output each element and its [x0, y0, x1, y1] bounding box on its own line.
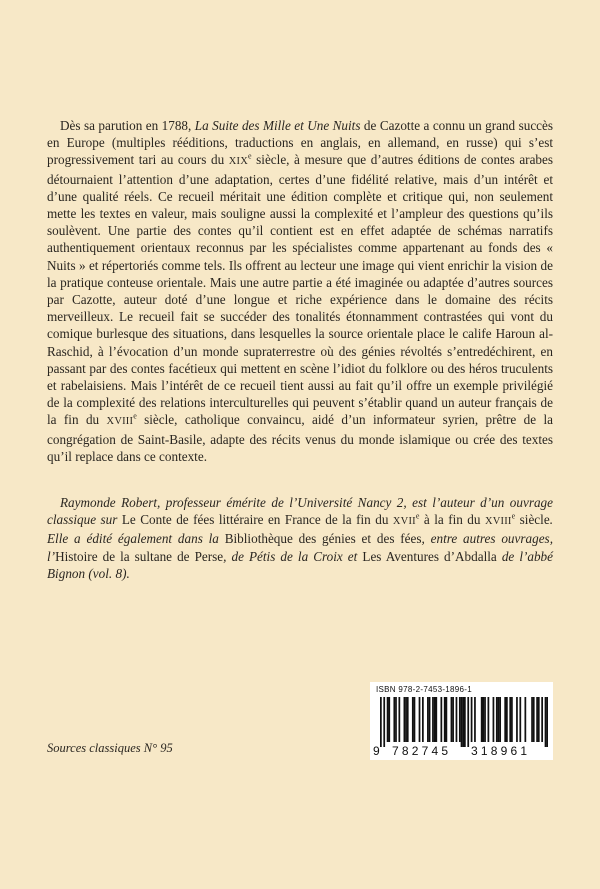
barcode-bar: [467, 697, 469, 747]
author-bio: [47, 494, 553, 582]
barcode-bar: [464, 697, 466, 747]
barcode-bar: [545, 697, 547, 747]
book-title: Les Aventures d’Abdalla: [362, 548, 497, 564]
century-superscript: e: [415, 511, 420, 521]
barcode-bar: [499, 697, 501, 742]
barcode-bar: [482, 697, 484, 742]
summary-fragment: Dès sa parution en 1788,: [60, 118, 195, 133]
barcode-bar: [429, 697, 431, 742]
book-title: à la fin du: [419, 512, 485, 528]
barcode-bar: [488, 697, 490, 742]
barcode-bar: [422, 697, 424, 742]
barcode-bar: [524, 697, 526, 742]
barcode-bar: [481, 697, 483, 742]
barcode-digits-left: 782745: [392, 744, 452, 758]
barcode-bar: [434, 697, 436, 742]
barcode-digits-right: 318961: [471, 744, 531, 758]
barcode-bar: [432, 697, 434, 742]
barcode-bar: [536, 697, 538, 742]
century-numeral: XVII: [392, 516, 416, 528]
barcode-bar: [461, 697, 463, 747]
barcode-bar: [452, 697, 454, 742]
isbn-label: ISBN 978-2-7453-1896-1: [376, 685, 472, 694]
barcode-bar: [459, 697, 461, 742]
barcode-digit-first: 9: [373, 744, 380, 758]
barcode-bar: [496, 697, 498, 742]
bio-fragment: . Elle a édité également dans la: [47, 512, 553, 547]
barcode-bar: [387, 697, 389, 742]
barcode-bar: [414, 697, 416, 742]
barcode-bar: [419, 697, 421, 742]
barcode-bar: [395, 697, 397, 742]
barcode-image: [380, 697, 548, 747]
barcode-bar: [471, 697, 473, 742]
bio-paragraph: [47, 494, 553, 582]
barcode-bar: [393, 697, 395, 742]
barcode-bar: [404, 697, 406, 742]
barcode-bar: [474, 697, 476, 742]
century-numeral: XVIII: [484, 516, 512, 528]
barcode-bar: [504, 697, 506, 742]
bio-fragment: Raymonde Robert, professeur émérite de l’Université Nancy 2, est l’auteur d’un ouvrage classique sur: [47, 495, 553, 528]
barcode-bar: [435, 697, 437, 742]
series-label: Sources classiques N° 95: [47, 741, 173, 755]
barcode-bar: [444, 697, 446, 742]
barcode-bar: [516, 697, 518, 742]
barcode-bar: [533, 697, 535, 742]
century-numeral: XIX: [228, 156, 249, 168]
summary-fragment: siècle, catholique convaincu, aidé d’un informateur syrien, prêtre de la congrégation de Saint-Basile, adapte des récits venus du monde islamique ou crée des textes qu’il replace dans ce contexte.: [47, 412, 553, 464]
barcode-bar: [498, 697, 500, 742]
barcode-bar: [440, 697, 442, 742]
barcode-bar: [407, 697, 409, 742]
book-title: siècle: [515, 512, 550, 528]
barcode-bar: [506, 697, 508, 742]
barcode-bar: [511, 697, 513, 742]
barcode-bar: [462, 697, 464, 747]
bio-fragment: de l’abbé Bignon (vol. 8).: [47, 548, 554, 581]
barcode-bar: [427, 697, 429, 742]
century-numeral: XVIII: [106, 416, 134, 428]
barcode-bar: [546, 697, 548, 747]
barcode-bar: [531, 697, 533, 742]
barcode-bar: [412, 697, 414, 742]
barcode-bar: [456, 697, 458, 742]
century-superscript: e: [511, 511, 516, 521]
summary-fragment: siècle, à mesure que d’autres éditions de contes arabes détournaient l’attention d’une adaptation, certes d’une fidélité relative, mais d’un intérêt et d’une qualité réels. Ce recueil méritait une édition complète et critique qui, non seulement mette les textes en valeur, mais souligne aussi la complexité et l’ampleur des questions qu’ils soulèvent. Une partie des contes qu’il contient est en effet adaptée de schémas narratifs authentiquement orientaux reconnus par les spécialistes comme appartenant au fonds des « Nuits » et répertoriés comme tels. Ils offrent au lecteur une image qui vient enrichir la vision de la pratique conteuse orientale. Mais une autre partie a été imaginée ou adaptée d’autres sources par Cazotte, auteur doté d’une longue et riche expérience dans le domaine des récits merveilleux. Le recueil fait se succéder des tonalités étonnamment contrastées qui vont du comique burlesque des situations, dans lesquelles la source orientale place le calife Haroun al-Raschid, à l’évocation d’un monde supraterrestre où des génies révoltés s’entredéchirent, en passant par des contes facétieux qui mettent en scène l’idiot du folklore ou des héros truculents et rabelaisiens. Mais l’intérêt de ce recueil tient aussi au fait qu’il offre un exemple privilégié de la complexité des relations interculturelles qui peuvent s’établir quand un auteur français de la fin du: [47, 152, 554, 428]
collection-title: Bibliothèque des génies et des fées: [224, 531, 422, 547]
barcode-bar: [451, 697, 453, 742]
summary-fragment: de Cazotte a connu un grand succès en Europe (multiples rééditions, traductions en anglais, en allemand, en russe) qui s’est progressivement tari au cours du: [47, 118, 554, 168]
bio-fragment: , entre autres ouvrages, l’: [47, 531, 553, 564]
book-title: Le Conte de fées littéraire en France de la fin du: [121, 512, 393, 528]
century-superscript: e: [133, 412, 137, 422]
barcode-bar: [405, 697, 407, 742]
barcode-bar: [509, 697, 511, 742]
barcode-bar: [538, 697, 540, 742]
barcode-bar: [380, 697, 382, 747]
bio-fragment: , de Pétis de la Croix et: [223, 548, 363, 564]
barcode-bar: [388, 697, 390, 742]
work-title: La Suite des Mille et Une Nuits: [194, 118, 361, 133]
barcode-bar: [541, 697, 543, 742]
barcode-bar: [493, 697, 495, 742]
barcode-bar: [398, 697, 400, 742]
isbn-barcode: [370, 682, 553, 760]
summary-paragraph: [47, 117, 553, 465]
summary-text: [47, 117, 553, 465]
barcode-bar: [446, 697, 448, 742]
barcode-bar: [383, 697, 385, 747]
barcode-bar: [519, 697, 521, 742]
barcode-digits: [370, 744, 553, 760]
book-title: Histoire de la sultane de Perse: [55, 548, 224, 564]
barcode-bar: [484, 697, 486, 742]
century-superscript: e: [248, 152, 252, 162]
